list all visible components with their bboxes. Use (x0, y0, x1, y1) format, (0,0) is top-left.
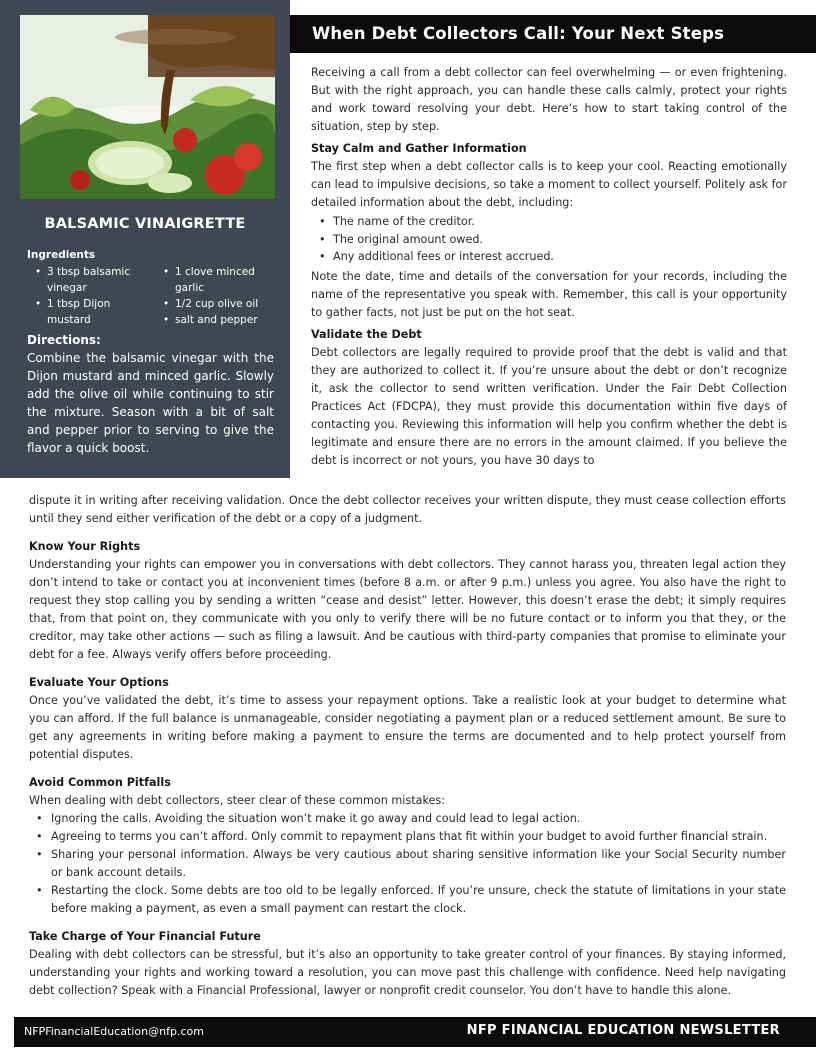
section-heading-options: Evaluate Your Options (29, 676, 169, 689)
section-text: The first step when a debt collector calls is to keep your cool. Reacting emotionally can lead to impulsive decisions, so take a moment to collect yourself. Politely ask for detailed information about the debt, including: (311, 160, 787, 209)
section-text: dispute it in writing after receiving validation. Once the debt collector receives your written dispute, they must cease collection efforts until they send either verification of the debt or a copy of a judgment. (29, 494, 786, 525)
list-item: • Sharing your personal information. Always be very cautious about sharing sensitive information like your Social Security number or bank account details. (29, 846, 786, 882)
article-column-top (311, 64, 787, 470)
ingredient-item: • salt and pepper (161, 312, 279, 328)
section-text: Once you’ve validated the debt, it’s time to assess your repayment options. Take a realistic look at your budget to determine what you can afford. If the full balance is unmanageable, consider negotiating a payment plan or a reduced settlement amount. Be sure to get any agreements in writing before making a payment to ensure the terms are documented and to help protect yourself from potential disputes. (29, 694, 786, 761)
salad-illustration (20, 15, 275, 199)
section-heading-validate: Validate the Debt (311, 327, 422, 341)
list-item: • The name of the creditor. (311, 213, 787, 231)
footer-newsletter-name: NFP FINANCIAL EDUCATION NEWSLETTER (466, 1023, 780, 1038)
section-heading-take-charge: Take Charge of Your Financial Future (29, 930, 261, 943)
ingredients-label: Ingredients (27, 249, 96, 261)
ingredients-column-1 (33, 264, 153, 328)
pitfalls-list (29, 810, 786, 918)
article-column-bottom (29, 492, 786, 1000)
directions-text: Combine the balsamic vinegar with the Dijon mustard and minced garlic. Slowly add the olive oil while continuing to stir the mixture. Season with a bit of salt and pepper prior to serving to give the flavor a quick boost. (27, 351, 274, 455)
section-text: Note the date, time and details of the conversation for your records, including the name of the representative you speak with. Remember, this call is your opportunity to gather facts, not just be put on the hot seat. (311, 269, 787, 319)
article-intro: Receiving a call from a debt collector can feel overwhelming — or even frightening. But with the right approach, you can handle these calls calmly, protect your rights and work toward resolving your debt. Here’s how to start taking control of the situation, step by step. (311, 66, 787, 133)
article-title-bar (290, 15, 816, 53)
recipe-title: BALSAMIC VINAIGRETTE (44, 216, 246, 232)
ingredient-item: • 1/2 cup olive oil (161, 296, 279, 312)
ingredients-column-2 (161, 264, 279, 328)
ingredient-item: • 1 clove minced garlic (161, 264, 279, 296)
directions-label: Directions: (27, 333, 101, 347)
article-title: When Debt Collectors Call: Your Next Steps (312, 24, 725, 43)
list-item: • Restarting the clock. Some debts are too old to be legally enforced. If you’re unsure, check the statute of limitations in your state before making a payment, as even a small payment can restart the clock. (29, 882, 786, 918)
list-item: • The original amount owed. (311, 231, 787, 249)
info-list (311, 213, 787, 266)
section-text: Dealing with debt collectors can be stressful, but it’s also an opportunity to take greater control of your finances. By staying informed, understanding your rights and working toward a resolution, you can move past this challenge with confidence. Need help navigating debt collection? Speak with a Financial Professional, lawyer or nonprofit credit counselor. You don’t have to handle this alone. (29, 948, 786, 997)
section-heading-stay-calm: Stay Calm and Gather Information (311, 142, 527, 155)
section-heading-pitfalls: Avoid Common Pitfalls (29, 776, 171, 789)
section-text: Debt collectors are legally required to provide proof that the debt is valid and that they are authorized to collect it. If you’re unsure about the debt or don’t recognize it, ask the collector to send written verification. Under the Fair Debt Collection Practices Act (FDCPA), they must provide this documentation within five days of contacting you. Reviewing this information will help you confirm whether the debt is legitimate and ensure there are no errors in the amount claimed. If you believe the debt is incorrect or not yours, you have 30 days to (311, 345, 787, 467)
section-heading-rights: Know Your Rights (29, 540, 141, 553)
ingredient-item: • 1 tbsp Dijon mustard (33, 296, 153, 328)
section-text: Understanding your rights can empower you in conversations with debt collectors. They cannot harass you, threaten legal action they don’t intend to take or contact you at inconvenient times (before 8 a.m. or after 9 p.m.) unless you agree. You also have the right to request they stop calling you by sending a written “cease and desist” letter. However, this doesn’t erase the debt; it simply requires that, from that point on, they communicate with you only to verify there will be no future contact or to inform you that they, or the creditor, may take other actions — such as filing a lawsuit. And be cautious with third-party companies that promise to eliminate your debt for a fee. Always verify offers before proceeding. (29, 558, 786, 661)
section-text: When dealing with debt collectors, steer clear of these common mistakes: (29, 794, 446, 807)
footer-bar (14, 1017, 816, 1047)
footer-email-link[interactable]: NFPFinancialEducation@nfp.com (24, 1025, 204, 1038)
list-item: • Any additional fees or interest accrued. (311, 248, 787, 266)
ingredient-item: • 3 tbsp balsamic vinegar (33, 264, 153, 296)
list-item: • Ignoring the calls. Avoiding the situation won’t make it go away and could lead to legal action. (29, 810, 786, 828)
salad-dressing-image (20, 15, 275, 199)
recipe-sidebar (0, 0, 290, 478)
list-item: • Agreeing to terms you can’t afford. Only commit to repayment plans that fit within your budget to avoid further financial strain. (29, 828, 786, 846)
